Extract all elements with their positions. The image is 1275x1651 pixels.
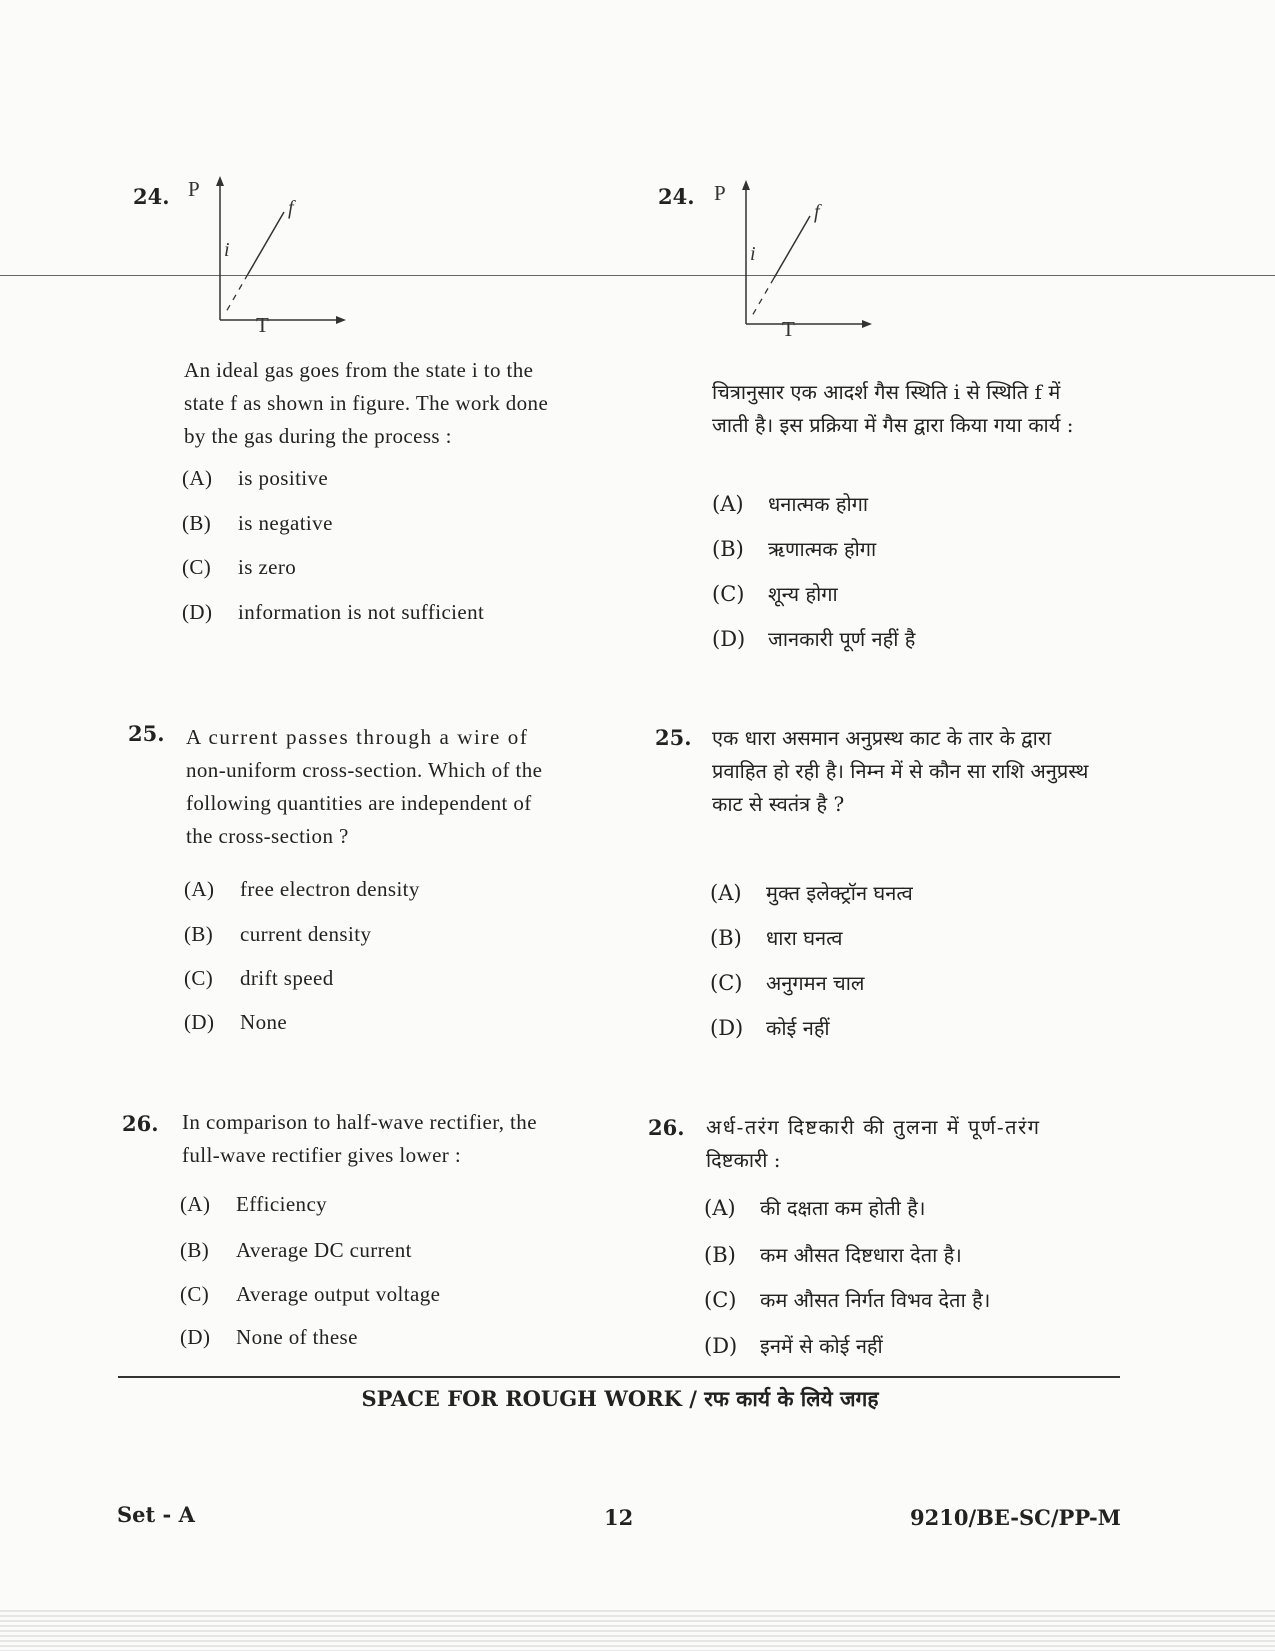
footer-divider	[118, 1376, 1120, 1378]
q25-text-en	[186, 721, 616, 853]
q24-f-label-en: f	[288, 197, 294, 219]
q24-f-label-hi: f	[814, 201, 820, 223]
q25-line4-en: the cross-section ?	[186, 824, 349, 848]
q26-line2-en: full-wave rectifier gives lower :	[182, 1143, 462, 1167]
q25-options-hi: (A) मुक्त इलेक्ट्रॉन घनत्व (B) धारा घनत्व (C) अनुगमन चाल (D) कोई नहीं	[710, 881, 913, 1040]
q26-number-en: 26.	[122, 1111, 159, 1136]
q24-pt-figure-hi	[706, 176, 896, 351]
q25-line2-hi: प्रवाहित हो रही है। निम्न में से कौन सा राशि अनुप्रस्थ	[712, 759, 1089, 783]
q24-line2-hi: जाती है। इस प्रक्रिया में गैस द्वारा किया गया कार्य :	[712, 413, 1074, 437]
q24-pt-figure-en	[180, 172, 370, 347]
q24-p-label-hi: P	[714, 181, 726, 205]
q24-line1-hi: चित्रानुसार एक आदर्श गैस स्थिति i से स्थिति f में	[712, 380, 1061, 404]
q26-text-en	[182, 1106, 612, 1172]
q26-options-hi: (A) की दक्षता कम होती है। (B) कम औसत दिष्टधारा देता है। (C) कम औसत निर्गत विभव देता है। (D) इनमें से कोई नहीं	[704, 1196, 991, 1358]
q25-number-hi: 25.	[655, 725, 692, 750]
q26-text-hi	[706, 1111, 1146, 1177]
q26-options-en: (A) Efficiency (B) Average DC current (C) Average output voltage (D) None of these	[180, 1192, 441, 1349]
q24-number-en: 24.	[133, 184, 170, 209]
q24-line2-en: state f as shown in figure. The work done	[184, 391, 549, 415]
q24-text-en	[184, 354, 604, 453]
q24-i-label-en: i	[224, 239, 230, 261]
q25-line3-hi: काट से स्वतंत्र है ?	[712, 792, 845, 816]
q25-options-en: (A) free electron density (B) current density (C) drift speed (D) None	[184, 877, 420, 1034]
q26-number-hi: 26.	[648, 1115, 685, 1140]
rough-work-heading: SPACE FOR ROUGH WORK / रफ कार्य के लिये जगह	[361, 1386, 879, 1411]
q25-line3-en: following quantities are independent of	[186, 791, 532, 815]
q26-line1-hi: अर्ध-तरंग दिष्टकारी की तुलना में पूर्ण-तरंग	[706, 1115, 1041, 1139]
q24-t-label-en: T	[256, 313, 269, 337]
q25-line1-hi: एक धारा असमान अनुप्रस्थ काट के तार के द्वारा	[712, 726, 1052, 750]
q25-text-hi	[712, 722, 1152, 821]
q26-line2-hi: दिष्टकारी :	[706, 1148, 781, 1172]
set-label: Set - A	[117, 1502, 195, 1527]
q24-line1-en: An ideal gas goes from the state i to the	[184, 358, 534, 382]
q24-i-label-hi: i	[750, 243, 756, 265]
q24-number-hi: 24.	[658, 184, 695, 209]
q25-line2-en: non-uniform cross-section. Which of the	[186, 758, 543, 782]
q24-options-en: (A) is positive (B) is negative (C) is zero (D) information is not sufficient	[182, 466, 485, 624]
q25-number-en: 25.	[128, 721, 165, 746]
paper-code: 9210/BE-SC/PP-M	[910, 1505, 1121, 1530]
q24-p-label-en: P	[188, 177, 200, 201]
q24-text-hi	[712, 376, 1152, 442]
page-number: 12	[604, 1505, 634, 1530]
q25-line1-en: A current passes through a wire of	[186, 725, 529, 749]
q26-line1-en: In comparison to half-wave rectifier, the	[182, 1110, 537, 1134]
q24-line3-en: by the gas during the process :	[184, 424, 452, 448]
scan-bottom-artifact	[0, 1610, 1275, 1651]
q24-options-hi: (A) धनात्मक होगा (B) ऋणात्मक होगा (C) शून्य होगा (D) जानकारी पूर्ण नहीं है	[712, 492, 916, 651]
q24-t-label-hi: T	[782, 317, 795, 341]
